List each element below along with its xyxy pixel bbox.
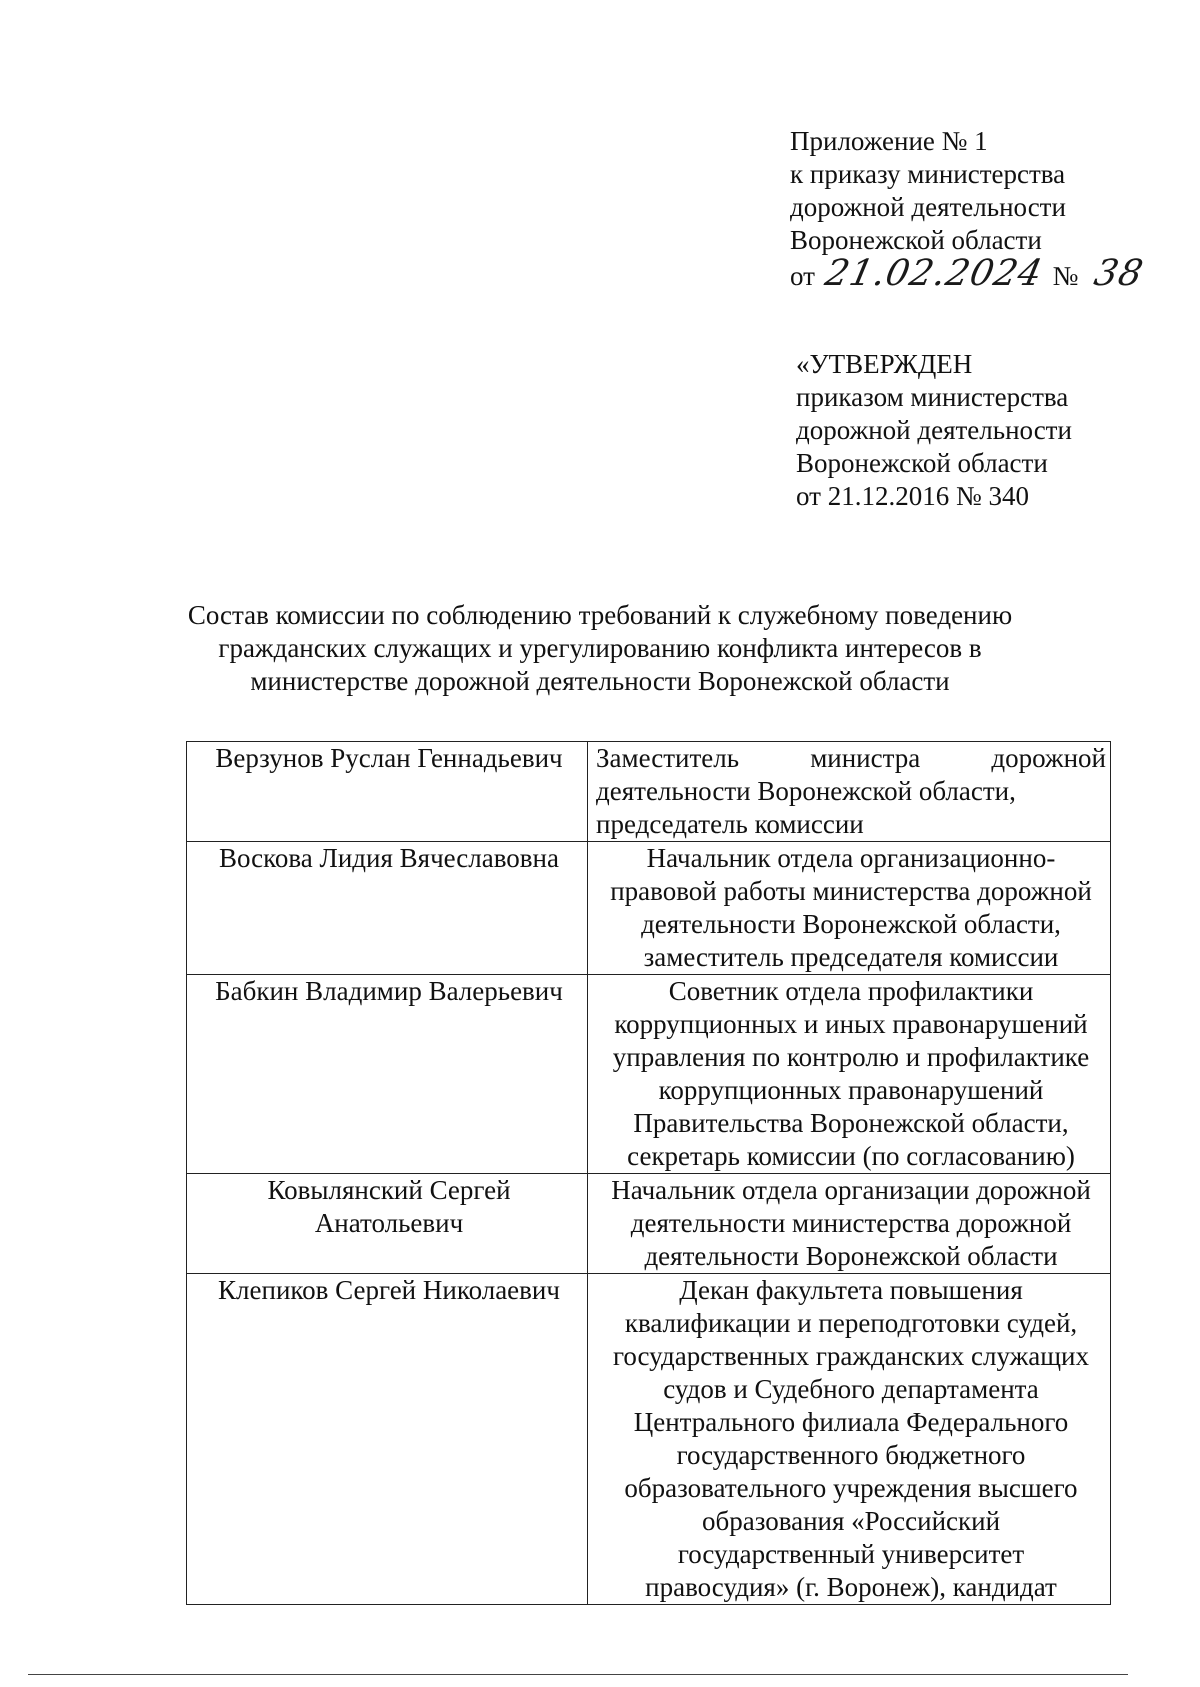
approved-line: от 21.12.2016 № 340 <box>796 481 1029 511</box>
member-name: Бабкин Владимир Валерьевич <box>215 976 563 1006</box>
appendix-line: дорожной деятельности <box>790 192 1066 222</box>
member-name: Ковылянский Сергей <box>267 1175 511 1205</box>
member-role: государственных гражданских служащих <box>612 1341 1090 1371</box>
title-line: гражданских служащих и урегулированию конфликта интересов в <box>218 633 982 663</box>
appendix-date-line <box>790 253 1148 294</box>
appendix-line: Воронежской области <box>790 225 1042 255</box>
member-role: коррупционных правонарушений <box>658 1075 1044 1105</box>
member-role: коррупционных и иных правонарушений <box>614 1009 1088 1039</box>
member-name: Верзунов Руслан Геннадьевич <box>215 743 563 773</box>
approved-line: Воронежской области <box>796 448 1048 478</box>
member-role: Правительства Воронежской области, <box>633 1108 1069 1138</box>
date-prefix: от <box>790 261 815 291</box>
page-bottom-divider <box>28 1674 1128 1675</box>
table-row <box>187 842 1111 975</box>
member-name-cell <box>187 742 588 842</box>
title-line: министерстве дорожной деятельности Воронежской области <box>250 666 950 696</box>
member-name-cell <box>187 1174 588 1274</box>
table-row <box>187 1274 1111 1605</box>
member-name: Клепиков Сергей Николаевич <box>218 1275 560 1305</box>
handwritten-date: 21.02.2024 <box>821 253 1047 294</box>
member-role: правовой работы министерства дорожной <box>610 876 1092 906</box>
appendix-block <box>790 125 1148 294</box>
member-role: судов и Судебного департамента <box>663 1374 1039 1404</box>
member-role: председатель комиссии <box>596 809 864 839</box>
appendix-line: Приложение № 1 <box>790 126 988 156</box>
table-row <box>187 742 1111 842</box>
member-role-cell <box>588 975 1111 1174</box>
table-row <box>187 1174 1111 1274</box>
member-role: секретарь комиссии (по согласованию) <box>627 1141 1075 1171</box>
member-role: Заместитель министра дорожной деятельности Воронежской области, <box>596 743 1106 806</box>
member-role: управления по контролю и профилактике <box>612 1042 1090 1072</box>
member-role-cell <box>588 842 1111 975</box>
member-role: государственного бюджетного <box>676 1440 1026 1470</box>
member-role-cell <box>588 1174 1111 1274</box>
member-role: образовательного учреждения высшего <box>624 1473 1078 1503</box>
commission-members-table <box>186 741 1111 1605</box>
member-role-cell <box>588 1274 1111 1605</box>
member-role: деятельности Воронежской области, <box>641 909 1061 939</box>
member-role: деятельности министерства дорожной <box>630 1208 1072 1238</box>
member-role: Начальник отдела организации дорожной <box>611 1175 1091 1205</box>
member-name-cell <box>187 842 588 975</box>
appendix-line: к приказу министерства <box>790 159 1066 189</box>
approved-line: дорожной деятельности <box>796 415 1072 445</box>
member-role: Центрального филиала Федерального <box>633 1407 1069 1437</box>
approved-block <box>796 348 1072 513</box>
title-line: Состав комиссии по соблюдению требований к служебному поведению <box>187 600 1013 630</box>
handwritten-number: 38 <box>1090 253 1148 294</box>
approved-line: «УТВЕРЖДЕН <box>796 349 973 379</box>
member-name-cell <box>187 975 588 1174</box>
member-role: правосудия» (г. Воронеж), кандидат <box>645 1572 1057 1602</box>
member-name: Анатольевич <box>314 1208 464 1238</box>
member-role: Начальник отдела организационно- <box>646 843 1056 873</box>
document-title <box>150 599 1050 698</box>
member-role: квалификации и переподготовки судей, <box>624 1308 1078 1338</box>
member-role-cell <box>588 742 1111 842</box>
table-row <box>187 975 1111 1174</box>
member-role: заместитель председателя комиссии <box>643 942 1059 972</box>
member-role: государственный университет <box>677 1539 1025 1569</box>
member-name: Воскова Лидия Вячеславовна <box>218 843 559 873</box>
approved-line: приказом министерства <box>796 382 1069 412</box>
number-prefix: № <box>1052 261 1079 291</box>
member-role: Советник отдела профилактики <box>668 976 1034 1006</box>
member-role: Декан факультета повышения <box>679 1275 1023 1305</box>
member-name-cell <box>187 1274 588 1605</box>
member-role: деятельности Воронежской области <box>644 1241 1058 1271</box>
member-role: образования «Российский <box>701 1506 1001 1536</box>
